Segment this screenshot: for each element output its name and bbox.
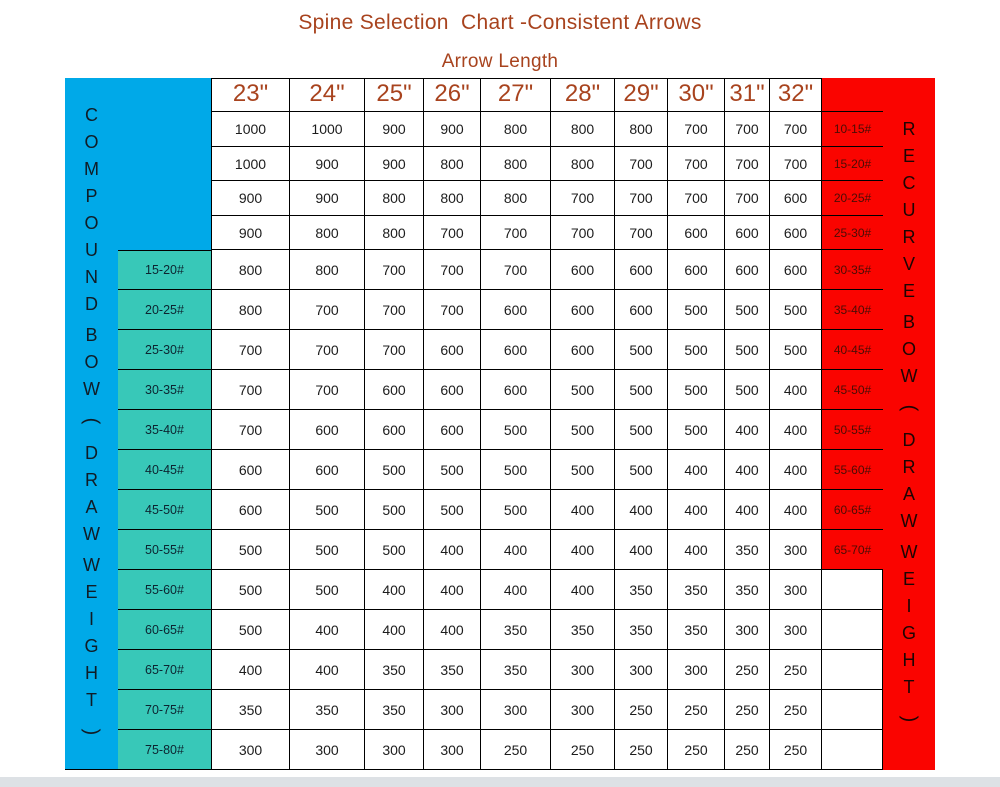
spine-value-cell: 700 — [365, 290, 424, 330]
compound-header-spacer — [118, 78, 212, 112]
recurve-weight-label: 20-25# — [822, 181, 883, 216]
compound-sidebar-letter: P — [85, 185, 98, 206]
spine-value-cell: 500 — [481, 410, 551, 450]
spine-value-cell: 700 — [424, 216, 481, 250]
spine-value-cell: 400 — [725, 490, 770, 530]
spine-value-cell: 700 — [365, 250, 424, 290]
spine-value-cell: 700 — [725, 112, 770, 147]
spine-value-cell: 250 — [668, 690, 725, 730]
spine-value-cell: 700 — [424, 290, 481, 330]
spine-value-cell: 900 — [212, 181, 290, 216]
spine-value-cell: 350 — [551, 610, 615, 650]
spine-value-cell: 300 — [481, 690, 551, 730]
spine-value-cell: 300 — [365, 730, 424, 770]
compound-weight-label: 25-30# — [118, 330, 212, 370]
spine-value-cell: 300 — [212, 730, 290, 770]
arrow-length-header-cell: 23" — [212, 78, 290, 112]
spine-value-cell: 300 — [770, 570, 822, 610]
spine-value-cell: 350 — [725, 530, 770, 570]
spine-value-cell: 300 — [290, 730, 365, 770]
spine-value-cell: 400 — [615, 530, 668, 570]
spine-value-cell: 600 — [212, 490, 290, 530]
spine-value-cell: 500 — [615, 450, 668, 490]
spine-value-cell: 700 — [290, 330, 365, 370]
spine-value-cell: 800 — [424, 181, 481, 216]
spine-value-cell: 700 — [668, 181, 725, 216]
spine-value-cell: 300 — [770, 610, 822, 650]
spine-value-cell: 800 — [290, 250, 365, 290]
spine-value-cell: 900 — [365, 147, 424, 181]
spine-value-cell: 600 — [365, 370, 424, 410]
recurve-sidebar-letter: E — [902, 568, 915, 589]
compound-sidebar-letter: A — [85, 496, 98, 517]
recurve-sidebar-letter: O — [901, 338, 916, 359]
spine-value-cell: 250 — [551, 730, 615, 770]
recurve-weight-label: 65-70# — [822, 530, 883, 570]
compound-sidebar-word — [83, 326, 100, 398]
compound-sidebar-letter: R — [85, 469, 98, 490]
arrow-length-header-cell: 26" — [424, 78, 481, 112]
spine-value-cell: 700 — [212, 370, 290, 410]
compound-weight-label: 20-25# — [118, 290, 212, 330]
spine-value-cell: 800 — [481, 147, 551, 181]
compound-sidebar-letter: G — [84, 635, 99, 656]
recurve-sidebar-letter: H — [902, 649, 916, 670]
spine-value-cell: 500 — [424, 490, 481, 530]
compound-weight-label: 15-20# — [118, 250, 212, 290]
spine-value-cell: 400 — [615, 490, 668, 530]
spine-value-cell: 800 — [212, 250, 290, 290]
spine-selection-chart — [65, 78, 935, 770]
compound-sidebar-letter: M — [84, 158, 99, 179]
spine-value-cell: 350 — [481, 650, 551, 690]
arrow-length-header-cell: 31" — [725, 78, 770, 112]
compound-sidebar-word — [83, 556, 100, 709]
spine-value-cell: 700 — [770, 112, 822, 147]
spine-value-cell: 350 — [212, 690, 290, 730]
spine-value-cell: 500 — [615, 370, 668, 410]
spine-value-cell: 500 — [551, 450, 615, 490]
spine-value-cell: 300 — [551, 690, 615, 730]
spine-value-cell: 600 — [424, 370, 481, 410]
compound-weight-label: 45-50# — [118, 490, 212, 530]
spine-value-cell: 800 — [615, 112, 668, 147]
compound-sidebar-letter: B — [85, 324, 98, 345]
spine-value-cell: 250 — [770, 650, 822, 690]
spine-value-cell: 400 — [668, 490, 725, 530]
spine-value-cell: 800 — [290, 216, 365, 250]
spine-value-cell: 600 — [551, 330, 615, 370]
spine-value-cell: 800 — [212, 290, 290, 330]
spine-value-cell: 250 — [725, 690, 770, 730]
recurve-sidebar-word — [897, 398, 920, 418]
spine-value-cell: 600 — [481, 370, 551, 410]
compound-bow-sidebar — [65, 78, 118, 770]
spine-value-cell: 700 — [725, 181, 770, 216]
spine-value-cell: 300 — [424, 690, 481, 730]
spine-value-cell: 600 — [365, 410, 424, 450]
compound-sidebar-letter: D — [85, 293, 98, 314]
spine-value-cell: 300 — [615, 650, 668, 690]
spine-value-cell: 600 — [725, 216, 770, 250]
spine-value-cell: 500 — [365, 490, 424, 530]
spine-value-cell: 400 — [290, 650, 365, 690]
compound-weight-label: 50-55# — [118, 530, 212, 570]
spine-value-cell: 400 — [668, 450, 725, 490]
recurve-weight-label: 30-35# — [822, 250, 883, 290]
spine-value-cell: 400 — [725, 450, 770, 490]
recurve-weight-label: 60-65# — [822, 490, 883, 530]
spine-value-cell: 500 — [212, 610, 290, 650]
spine-value-cell: 900 — [290, 147, 365, 181]
recurve-weight-label: 40-45# — [822, 330, 883, 370]
spine-value-cell: 500 — [668, 290, 725, 330]
spine-value-cell: 350 — [481, 610, 551, 650]
recurve-sidebar-letter: G — [901, 622, 916, 643]
compound-weight-label: 30-35# — [118, 370, 212, 410]
compound-sidebar-letter: D — [85, 442, 98, 463]
compound-spacer — [118, 112, 212, 147]
recurve-sidebar-letter: W — [900, 365, 918, 386]
recurve-empty-cell — [822, 570, 883, 610]
recurve-sidebar-letter: U — [902, 199, 916, 220]
spine-value-cell: 500 — [290, 570, 365, 610]
recurve-sidebar-word — [897, 709, 920, 729]
spine-value-cell: 600 — [668, 250, 725, 290]
compound-sidebar-letter: C — [85, 104, 98, 125]
compound-sidebar-paren: ) — [80, 728, 103, 735]
arrow-length-heading: Arrow Length — [441, 51, 559, 72]
recurve-sidebar-paren: ) — [897, 715, 920, 722]
compound-sidebar-letter: O — [84, 212, 99, 233]
compound-sidebar-letter: E — [85, 581, 98, 602]
compound-spacer — [118, 147, 212, 181]
spine-value-cell: 500 — [668, 370, 725, 410]
compound-sidebar-word — [80, 722, 103, 742]
recurve-empty-cell — [822, 650, 883, 690]
spine-value-cell: 500 — [212, 530, 290, 570]
spine-value-cell: 500 — [290, 490, 365, 530]
spine-value-cell: 600 — [668, 216, 725, 250]
arrow-length-header-cell: 30" — [668, 78, 725, 112]
spine-value-cell: 250 — [615, 690, 668, 730]
spine-value-cell: 400 — [424, 530, 481, 570]
spine-value-cell: 250 — [770, 730, 822, 770]
spine-value-cell: 350 — [668, 610, 725, 650]
spine-value-cell: 600 — [290, 450, 365, 490]
spine-value-cell: 500 — [481, 490, 551, 530]
spine-value-cell: 400 — [668, 530, 725, 570]
spine-value-cell: 700 — [615, 181, 668, 216]
compound-sidebar-letter: H — [85, 662, 98, 683]
spine-value-cell: 400 — [365, 570, 424, 610]
spine-value-cell: 400 — [770, 450, 822, 490]
spine-value-cell: 600 — [551, 250, 615, 290]
compound-sidebar-letter: N — [85, 266, 98, 287]
compound-sidebar-letter: W — [83, 378, 100, 399]
spine-value-cell: 400 — [770, 370, 822, 410]
arrow-length-header-cell: 32" — [770, 78, 822, 112]
spine-value-cell: 1000 — [290, 112, 365, 147]
spine-value-cell: 600 — [770, 181, 822, 216]
compound-weight-label: 70-75# — [118, 690, 212, 730]
spine-value-cell: 400 — [424, 570, 481, 610]
spine-value-cell: 600 — [481, 330, 551, 370]
compound-spacer — [118, 181, 212, 216]
recurve-sidebar-letter: R — [902, 456, 916, 477]
compound-weight-label: 75-80# — [118, 730, 212, 770]
spine-value-cell: 500 — [725, 330, 770, 370]
spine-value-cell: 350 — [615, 610, 668, 650]
spine-value-cell: 400 — [770, 490, 822, 530]
spine-value-cell: 500 — [615, 330, 668, 370]
spine-value-cell: 400 — [212, 650, 290, 690]
spine-value-cell: 300 — [424, 730, 481, 770]
recurve-weight-label: 15-20# — [822, 147, 883, 181]
spine-value-cell: 700 — [615, 147, 668, 181]
spine-value-cell: 500 — [551, 370, 615, 410]
spine-value-cell: 350 — [424, 650, 481, 690]
spine-value-cell: 800 — [481, 181, 551, 216]
recurve-weight-label: 55-60# — [822, 450, 883, 490]
spine-value-cell: 700 — [365, 330, 424, 370]
recurve-sidebar-letter: W — [900, 510, 918, 531]
compound-sidebar-paren: ( — [80, 417, 103, 424]
recurve-sidebar-letter: B — [902, 311, 915, 332]
recurve-sidebar-letter: V — [902, 253, 915, 274]
spine-value-cell: 400 — [551, 490, 615, 530]
spine-value-cell: 700 — [668, 112, 725, 147]
arrow-length-header-cell: 25" — [365, 78, 424, 112]
recurve-header-spacer — [822, 78, 883, 112]
arrow-length-header-cell: 27" — [481, 78, 551, 112]
spine-value-cell: 250 — [725, 650, 770, 690]
compound-sidebar-letter: T — [86, 689, 97, 710]
spine-value-cell: 700 — [725, 147, 770, 181]
spine-value-cell: 600 — [615, 250, 668, 290]
compound-sidebar-letter: I — [88, 608, 94, 629]
spine-value-cell: 700 — [668, 147, 725, 181]
spine-value-cell: 350 — [668, 570, 725, 610]
page-title: Spine Selection Chart -Consistent Arrows — [298, 11, 702, 34]
spine-value-cell: 700 — [615, 216, 668, 250]
compound-weight-label: 60-65# — [118, 610, 212, 650]
spine-value-cell: 250 — [725, 730, 770, 770]
spine-value-cell: 700 — [481, 250, 551, 290]
spine-value-cell: 1000 — [212, 112, 290, 147]
spine-value-cell: 700 — [551, 216, 615, 250]
spine-value-cell: 800 — [551, 147, 615, 181]
spine-value-cell: 400 — [725, 410, 770, 450]
spine-value-cell: 350 — [725, 570, 770, 610]
recurve-sidebar-letter: I — [906, 595, 912, 616]
spine-value-cell: 800 — [365, 216, 424, 250]
compound-sidebar-word — [84, 106, 99, 313]
compound-sidebar-letter: W — [83, 554, 100, 575]
spine-value-cell: 500 — [424, 450, 481, 490]
spine-value-cell: 1000 — [212, 147, 290, 181]
compound-sidebar-letter: O — [84, 131, 99, 152]
recurve-empty-cell — [822, 690, 883, 730]
spine-value-cell: 600 — [290, 410, 365, 450]
arrow-length-header-cell: 29" — [615, 78, 668, 112]
spine-value-cell: 700 — [290, 370, 365, 410]
compound-sidebar-word — [83, 444, 100, 543]
spine-value-cell: 350 — [365, 650, 424, 690]
spine-value-cell: 700 — [424, 250, 481, 290]
recurve-sidebar-letter: W — [900, 541, 918, 562]
spine-value-cell: 400 — [551, 570, 615, 610]
recurve-sidebar-word — [901, 543, 918, 696]
spine-value-cell: 400 — [424, 610, 481, 650]
recurve-weight-label: 50-55# — [822, 410, 883, 450]
spine-value-cell: 500 — [725, 290, 770, 330]
spine-value-cell: 600 — [615, 290, 668, 330]
spine-value-cell: 800 — [365, 181, 424, 216]
arrow-length-header-cell: 24" — [290, 78, 365, 112]
recurve-sidebar-letter: T — [903, 676, 915, 697]
spine-value-cell: 700 — [290, 290, 365, 330]
spine-value-cell: 300 — [725, 610, 770, 650]
spine-value-cell: 600 — [770, 250, 822, 290]
recurve-bow-sidebar — [883, 78, 935, 770]
compound-weight-label: 55-60# — [118, 570, 212, 610]
recurve-sidebar-word — [901, 313, 918, 385]
spine-value-cell: 500 — [551, 410, 615, 450]
recurve-weight-label: 35-40# — [822, 290, 883, 330]
compound-weight-label: 35-40# — [118, 410, 212, 450]
recurve-sidebar-letter: A — [902, 483, 915, 504]
compound-sidebar-letter: O — [84, 351, 99, 372]
spine-value-cell: 250 — [615, 730, 668, 770]
spine-value-cell: 800 — [551, 112, 615, 147]
spine-value-cell: 600 — [770, 216, 822, 250]
recurve-sidebar-letter: E — [902, 145, 915, 166]
spine-value-cell: 500 — [481, 450, 551, 490]
recurve-weight-label: 10-15# — [822, 112, 883, 147]
recurve-weight-label: 25-30# — [822, 216, 883, 250]
spine-value-cell: 600 — [424, 330, 481, 370]
spine-value-cell: 600 — [481, 290, 551, 330]
recurve-sidebar-letter: E — [902, 280, 915, 301]
spine-value-cell: 400 — [365, 610, 424, 650]
recurve-weight-label: 45-50# — [822, 370, 883, 410]
recurve-sidebar-letter: R — [902, 118, 916, 139]
spine-value-cell: 700 — [212, 330, 290, 370]
spine-value-cell: 700 — [212, 410, 290, 450]
spine-value-cell: 900 — [290, 181, 365, 216]
spine-value-cell: 500 — [615, 410, 668, 450]
spine-value-cell: 500 — [668, 410, 725, 450]
recurve-sidebar-word — [901, 431, 918, 530]
spine-value-cell: 700 — [551, 181, 615, 216]
spine-value-cell: 500 — [365, 450, 424, 490]
spine-value-cell: 250 — [481, 730, 551, 770]
compound-weight-label: 65-70# — [118, 650, 212, 690]
spine-value-cell: 400 — [481, 570, 551, 610]
spine-value-cell: 350 — [290, 690, 365, 730]
spine-table — [118, 78, 883, 770]
spine-value-cell: 500 — [770, 290, 822, 330]
spine-value-cell: 700 — [481, 216, 551, 250]
recurve-empty-cell — [822, 610, 883, 650]
recurve-sidebar-letter: C — [902, 172, 916, 193]
spine-value-cell: 800 — [424, 147, 481, 181]
recurve-sidebar-paren: ( — [897, 404, 920, 411]
spine-value-cell: 250 — [770, 690, 822, 730]
spine-value-cell: 600 — [551, 290, 615, 330]
compound-weight-label: 40-45# — [118, 450, 212, 490]
spine-value-cell: 350 — [365, 690, 424, 730]
spine-value-cell: 400 — [481, 530, 551, 570]
recurve-sidebar-letter: D — [902, 429, 916, 450]
spine-value-cell: 900 — [424, 112, 481, 147]
spine-value-cell: 500 — [770, 330, 822, 370]
spine-value-cell: 900 — [212, 216, 290, 250]
spine-value-cell: 400 — [770, 410, 822, 450]
spine-value-cell: 500 — [668, 330, 725, 370]
compound-spacer — [118, 216, 212, 250]
spine-value-cell: 500 — [365, 530, 424, 570]
spine-value-cell: 600 — [424, 410, 481, 450]
spine-value-cell: 300 — [668, 650, 725, 690]
spine-value-cell: 400 — [551, 530, 615, 570]
spine-value-cell: 300 — [551, 650, 615, 690]
spine-value-cell: 300 — [770, 530, 822, 570]
spine-value-cell: 250 — [668, 730, 725, 770]
compound-sidebar-letter: U — [85, 239, 98, 260]
spine-value-cell: 500 — [725, 370, 770, 410]
spine-value-cell: 500 — [212, 570, 290, 610]
spine-value-cell: 900 — [365, 112, 424, 147]
spine-value-cell: 400 — [290, 610, 365, 650]
bottom-strip — [0, 777, 1000, 787]
spine-value-cell: 800 — [481, 112, 551, 147]
recurve-sidebar-letter: R — [902, 226, 916, 247]
spine-value-cell: 500 — [290, 530, 365, 570]
recurve-empty-cell — [822, 730, 883, 770]
spine-value-cell: 600 — [212, 450, 290, 490]
spine-value-cell: 700 — [770, 147, 822, 181]
arrow-length-header-cell: 28" — [551, 78, 615, 112]
compound-sidebar-word — [80, 411, 103, 431]
spine-value-cell: 600 — [725, 250, 770, 290]
recurve-sidebar-word — [903, 120, 916, 300]
spine-value-cell: 350 — [615, 570, 668, 610]
compound-sidebar-letter: W — [83, 523, 100, 544]
